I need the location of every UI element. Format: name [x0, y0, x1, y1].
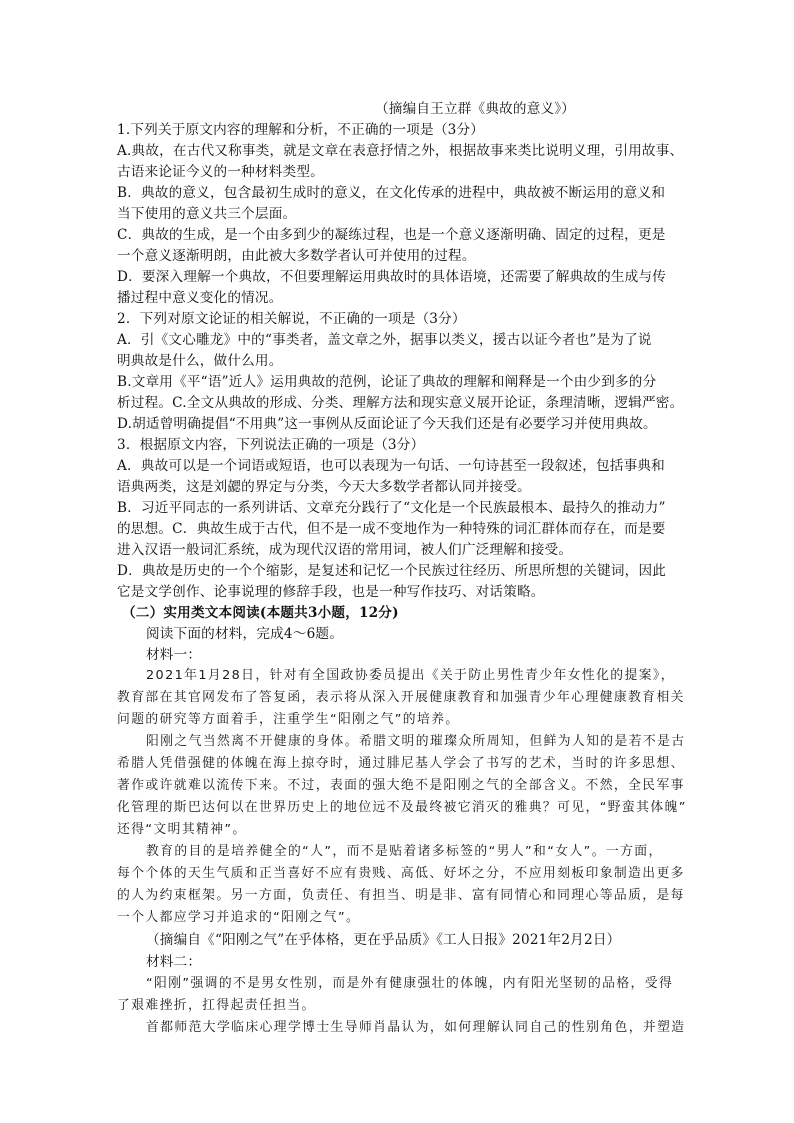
material-text: 还得“文明其精神”。	[117, 822, 247, 837]
option-line: D．要深入理解一个典故，不但要理解运用典故时的具体语境，还需要了解典故的生成与传	[117, 269, 667, 285]
question-1: 1.下列关于原文内容的理解和分析，不正确的一项是（3分）	[117, 122, 485, 138]
material-text: 希腊人凭借强健的体魄在海上掠夺时，通过腓尼基人学会了书写的艺术，当时的许多思想、	[117, 756, 685, 771]
material-text: 问题的研究等方面着手，注重学生“阳刚之气”的培养。	[117, 712, 460, 727]
instruction: 阅读下面的材料，完成4～6题。	[146, 626, 344, 642]
option-line: 古语来论证今义的一种材料类型。	[117, 164, 324, 180]
option-line: A．典故可以是一个词语或短语，也可以表现为一句话、一句诗甚至一段叙述，包括事典和	[117, 458, 665, 474]
question-3: 3．根据原文内容，下列说法正确的一项是（3分）	[117, 437, 425, 453]
material-text: 首都师范大学临床心理学博士生导师肖晶认为，如何理解认同自己的性别角色，并塑造	[146, 1020, 686, 1035]
material-text: 阳刚之气当然离不开健康的身体。希腊文明的璀璨众所周知，但鲜为人知的是若不是古	[146, 734, 686, 749]
question-2: 2．下列对原文论证的相关解说，不正确的一项是（3分）	[117, 311, 466, 327]
option-line: 明典故是什么，做什么用。	[117, 353, 283, 369]
option-line: 的思想。C．典故生成于古代，但不是一成不变地作为一种特殊的词汇群体而存在，而是要	[117, 521, 666, 537]
material-text: 化管理的斯巴达何以在世界历史上的地位远不及最终被它消灭的雅典？可见，“野蛮其体魄”	[117, 800, 687, 815]
source-citation: （摘编自《“阳刚之气”在乎体格，更在乎品质》《工人日报》2021年2月2日）	[146, 932, 621, 948]
option-line: C．典故的生成，是一个由多到少的凝练过程，也是一个意义逐渐明确、固定的过程，更是	[117, 227, 666, 243]
option-line: 当下使用的意义共三个层面。	[117, 206, 297, 222]
material-text: 一个人都应学习并追求的“阳刚之气”。	[117, 910, 361, 925]
material-text: 了艰难挫折，扛得起责任担当。	[117, 998, 316, 1013]
option-line: 进入汉语一般词汇系统，成为现代汉语的常用词，被人们广泛理解和接受。	[117, 542, 573, 558]
material-text: 教育的目的是培养健全的“人”，而不是贴着诸多标签的“男人”和“女人”。一方面，	[146, 844, 663, 859]
material-text: 每个个体的天生气质和正当喜好不应有贵贱、高低、好坏之分，不应用刻板印象制造出更多	[117, 866, 685, 881]
section-heading: （二）实用类文本阅读(本题共3小题，12分)	[122, 605, 399, 621]
option-line: D．典故是历史的一个个缩影，是复述和记忆一个民族过往经历、所思所想的关键词，因此	[117, 563, 667, 579]
material-text: 著作或许就难以流传下来。不过，表面的强大绝不是阳刚之气的全部含义。不然，全民军事	[117, 778, 685, 793]
option-line: 播过程中意义变化的情况。	[117, 290, 283, 306]
option-line: 语典两类，这是刘勰的界定与分类，今天大多数学者都认同并接受。	[117, 479, 531, 495]
option-line: A．引《文心雕龙》中的“事类者，盖文章之外，据事以类义，援古以证今者也”是为了说	[117, 332, 652, 348]
option-line: 析过程。C.全文从典故的形成、分类、理解方法和现实意义展开论证，条理清晰，逻辑严密。	[117, 395, 684, 411]
material-text: 2021年1月28日，针对有全国政协委员提出《关于防止男性青少年女性化的提案》，	[146, 668, 675, 683]
option-line: 一个意义逐渐明朗，由此被大多数学者认可并使用的过程。	[117, 248, 476, 264]
option-line: B．习近平同志的一系列讲话、文章充分践行了“文化是一个民族最根本、最持久的推动力”	[117, 500, 666, 516]
option-line: 它是文学创作、论事说理的修辞手段，也是一种写作技巧、对话策略。	[117, 584, 545, 600]
material-text: “阳刚”强调的不是男女性别，而是外有健康强壮的体魄，内有阳光坚韧的品格，受得	[146, 976, 674, 991]
option-line: B．典故的意义，包含最初生成时的意义，在文化传承的进程中，典故被不断运用的意义和	[117, 185, 666, 201]
option-line: A.典故，在古代又称事类，就是文章在表意抒情之外，根据故事来类比说明义理，引用故事、	[117, 143, 684, 159]
source-citation: （摘编自王立群《典故的意义》）	[375, 101, 576, 117]
option-line: D.胡适曾明确提倡“不用典”这一事例从反面论证了今天我们还是有必要学习并使用典故。	[117, 416, 657, 432]
material-label: 材料一：	[146, 647, 202, 663]
material-text: 教育部在其官网发布了答复函，表示将从深入开展健康教育和加强青少年心理健康教育相关	[117, 690, 685, 705]
material-label: 材料二：	[146, 954, 202, 970]
option-line: B.文章用《平“语”近人》运用典故的范例，论证了典故的理解和阐释是一个由少到多的分	[117, 374, 657, 390]
material-text: 的人为约束框架。另一方面，负责任、有担当、明是非、富有同情心和同理心等品质，是每	[117, 888, 685, 903]
